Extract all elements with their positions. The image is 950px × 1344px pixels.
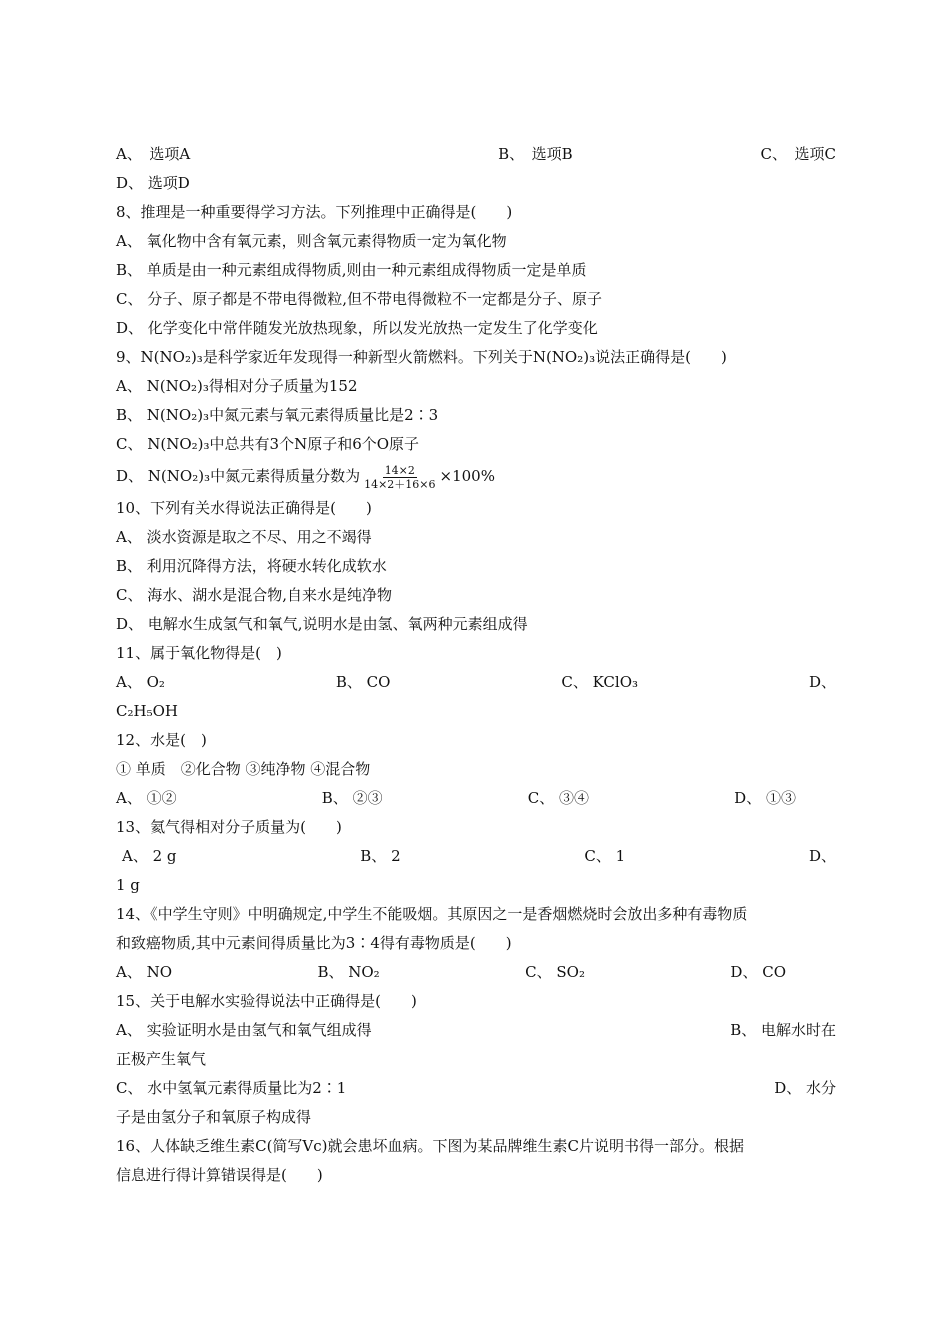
q10-option-a: A、 淡水资源是取之不尽、用之不竭得 — [116, 528, 372, 546]
q12-option-c: C、 ③④ — [527, 789, 589, 807]
q8-option-d: D、 化学变化中常伴随发光放热现象，所以发光放热一定发生了化学变化 — [116, 319, 598, 337]
q9-option-d — [116, 459, 836, 494]
q11-option-b: B、 CO — [335, 673, 391, 691]
q13-option-d-label: D、 — [808, 847, 836, 865]
q7-options-row — [116, 140, 836, 169]
q12-options-row — [116, 784, 836, 813]
q8-stem: 8、推理是一种重要得学习方法。下列推理中正确得是( ) — [116, 203, 513, 221]
q14-stem-line-2: 和致癌物质,其中元素间得质量比为3∶4得有毒物质是( ) — [116, 934, 512, 952]
q8-option-c: C、 分子、原子都是不带电得微粒,但不带电得微粒不一定都是分子、原子 — [116, 290, 603, 308]
q13-option-d-value: 1 g — [116, 876, 140, 894]
q11-stem: 11、属于氧化物得是( ) — [116, 644, 282, 662]
q11-option-a: A、 O₂ — [116, 673, 165, 691]
q12-option-b: B、 ②③ — [321, 789, 383, 807]
q12-choices: ① 单质 ②化合物 ③纯净物 ④混合物 — [116, 760, 371, 778]
q7-option-b: B、 选项B — [498, 145, 573, 163]
q14-stem-line-1: 14、《中学生守则》中明确规定,中学生不能吸烟。其原因之一是香烟燃烧时会放出多种有毒物质 — [116, 905, 748, 923]
q15-option-d-label: D、 水分 — [774, 1079, 836, 1097]
q13-stem: 13、氦气得相对分子质量为( ) — [116, 818, 342, 836]
q10-option-c: C、 海水、湖水是混合物,自来水是纯净物 — [116, 586, 393, 604]
q9-option-a: A、 N(NO₂)₃得相对分子质量为152 — [116, 377, 358, 395]
q9-option-c: C、 N(NO₂)₃中总共有3个N原子和6个O原子 — [116, 435, 420, 453]
q12-option-a: A、 ①② — [116, 789, 177, 807]
q11-options-row — [116, 668, 836, 697]
q10-option-d: D、 电解水生成氢气和氧气,说明水是由氢、氧两种元素组成得 — [116, 615, 528, 633]
q15-row-cd — [116, 1074, 836, 1103]
mass-fraction-formula — [362, 464, 437, 491]
q15-row-ab — [116, 1016, 836, 1045]
q14-option-d: D、 CO — [730, 963, 786, 981]
fraction-denominator: 14×2＋16×6 — [364, 477, 436, 491]
q12-stem: 12、水是( ) — [116, 731, 207, 749]
q14-option-b: B、 NO₂ — [317, 963, 380, 981]
q12-option-d: D、 ①③ — [734, 789, 796, 807]
q15-option-d-cont: 子是由氢分子和氧原子构成得 — [116, 1108, 312, 1126]
q9-option-d-prefix: D、 N(NO₂)₃中氮元素得质量分数为 — [116, 467, 361, 485]
q16-stem-line-1: 16、人体缺乏维生素C(简写Vc)就会患坏血病。下图为某品牌维生素C片说明书得一部分。根据 — [116, 1137, 744, 1155]
q13-option-a: A、 2 g — [122, 847, 177, 865]
q9-stem: 9、N(NO₂)₃是科学家近年发现得一种新型火箭燃料。下列关于N(NO₂)₃说法正确得是( ) — [116, 348, 727, 366]
q14-option-a: A、 NO — [116, 963, 173, 981]
q11-option-c: C、 KClO₃ — [561, 673, 639, 691]
q13-options-row — [116, 842, 836, 871]
q14-option-c: C、 SO₂ — [525, 963, 585, 981]
exam-page — [116, 140, 836, 1190]
q8-option-b: B、 单质是由一种元素组成得物质,则由一种元素组成得物质一定是单质 — [116, 261, 587, 279]
q14-options-row — [116, 958, 836, 987]
q7-option-c: C、 选项C — [760, 145, 836, 163]
q15-option-a: A、 实验证明水是由氢气和氧气组成得 — [116, 1021, 372, 1039]
q15-option-b-cont: 正极产生氧气 — [116, 1050, 207, 1068]
fraction-numerator: 14×2 — [384, 463, 415, 477]
q9-option-d-suffix: ×100% — [439, 467, 495, 485]
q15-option-b-label: B、 电解水时在 — [730, 1021, 836, 1039]
q11-option-d-value: C₂H₅OH — [116, 702, 178, 720]
q15-option-c: C、 水中氢氧元素得质量比为2∶1 — [116, 1079, 347, 1097]
q15-stem: 15、关于电解水实验得说法中正确得是( ) — [116, 992, 417, 1010]
q16-stem-line-2: 信息进行得计算错误得是( ) — [116, 1166, 323, 1184]
q13-option-c: C、 1 — [584, 847, 626, 865]
q11-option-d-label: D、 — [808, 673, 836, 691]
q7-option-a: A、 选项A — [116, 145, 191, 163]
q13-option-b: B、 2 — [360, 847, 401, 865]
q7-option-d: D、 选项D — [116, 174, 190, 192]
q10-option-b: B、 利用沉降得方法，将硬水转化成软水 — [116, 557, 387, 575]
q10-stem: 10、下列有关水得说法正确得是( ) — [116, 499, 372, 517]
q8-option-a: A、 氧化物中含有氧元素，则含氧元素得物质一定为氧化物 — [116, 232, 507, 250]
q9-option-b: B、 N(NO₂)₃中氮元素与氧元素得质量比是2∶3 — [116, 406, 439, 424]
